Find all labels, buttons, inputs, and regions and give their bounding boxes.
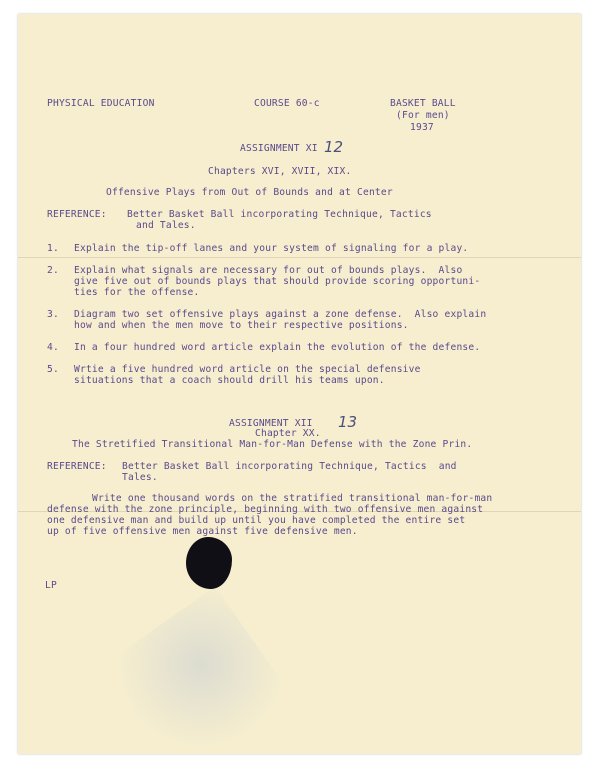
paragraph-line: one defensive man and build up until you have completed the entire set <box>47 515 466 526</box>
sport-label: BASKET BALL <box>390 98 456 109</box>
course-label: COURSE 60-c <box>254 98 320 109</box>
reference-label: REFERENCE: <box>47 461 107 472</box>
item-number: 5. <box>47 364 59 375</box>
item-number: 1. <box>47 243 59 254</box>
item-number: 4. <box>47 342 59 353</box>
year-label: 1937 <box>410 122 434 133</box>
reference-text: Better Basket Ball incorporating Technique, Tactics and <box>122 461 457 472</box>
item-text: Wrtie a five hundred word article on the special defensive <box>74 364 421 375</box>
assignment-subtitle: The Stretified Transitional Man-for-Man Defense with the Zone Prin. <box>72 439 473 450</box>
item-number: 3. <box>47 309 59 320</box>
paragraph-line: defense with the zone principle, beginning with two offensive men against <box>47 504 484 515</box>
assignment-title: ASSIGNMENT XI <box>240 143 318 154</box>
assignment-title: ASSIGNMENT XII <box>229 418 313 429</box>
reference-label: REFERENCE: <box>47 209 107 220</box>
reference-text: Better Basket Ball incorporating Technique, Tactics <box>127 209 432 220</box>
reference-text: Tales. <box>122 472 158 483</box>
paragraph-line: Write one thousand words on the stratified transitional man-for-man <box>92 493 493 504</box>
item-text: situations that a coach should drill his teams upon. <box>74 375 385 386</box>
item-number: 2. <box>47 265 59 276</box>
assignment-subtitle: Offensive Plays from Out of Bounds and at Center <box>106 187 393 198</box>
reference-text: and Tales. <box>136 220 196 231</box>
fold-line <box>18 257 581 258</box>
handwritten-number: 13 <box>338 413 358 431</box>
audience-label: (For men) <box>396 110 450 121</box>
chapter-line: Chapter XX. <box>255 428 321 439</box>
ink-blot <box>186 537 232 589</box>
handwritten-number: 12 <box>324 138 344 156</box>
department-label: PHYSICAL EDUCATION <box>47 98 155 109</box>
item-text: give five out of bounds plays that should provide scoring opportuni- <box>74 276 481 287</box>
item-text: Diagram two set offensive plays against a zone defense. Also explain <box>74 309 487 320</box>
chapters-line: Chapters XVI, XVII, XIX. <box>208 166 352 177</box>
paper-stain <box>101 587 296 782</box>
item-text: ties for the offense. <box>74 287 200 298</box>
item-text: In a four hundred word article explain the evolution of the defense. <box>74 342 481 353</box>
initials: LP <box>45 580 57 591</box>
document-page <box>18 14 581 754</box>
item-text: Explain what signals are necessary for out of bounds plays. Also <box>74 265 463 276</box>
item-text: Explain the tip-off lanes and your system of signaling for a play. <box>74 243 469 254</box>
paragraph-line: up of five offensive men against five defensive men. <box>47 526 358 537</box>
item-text: how and when the men move to their respective positions. <box>74 320 409 331</box>
